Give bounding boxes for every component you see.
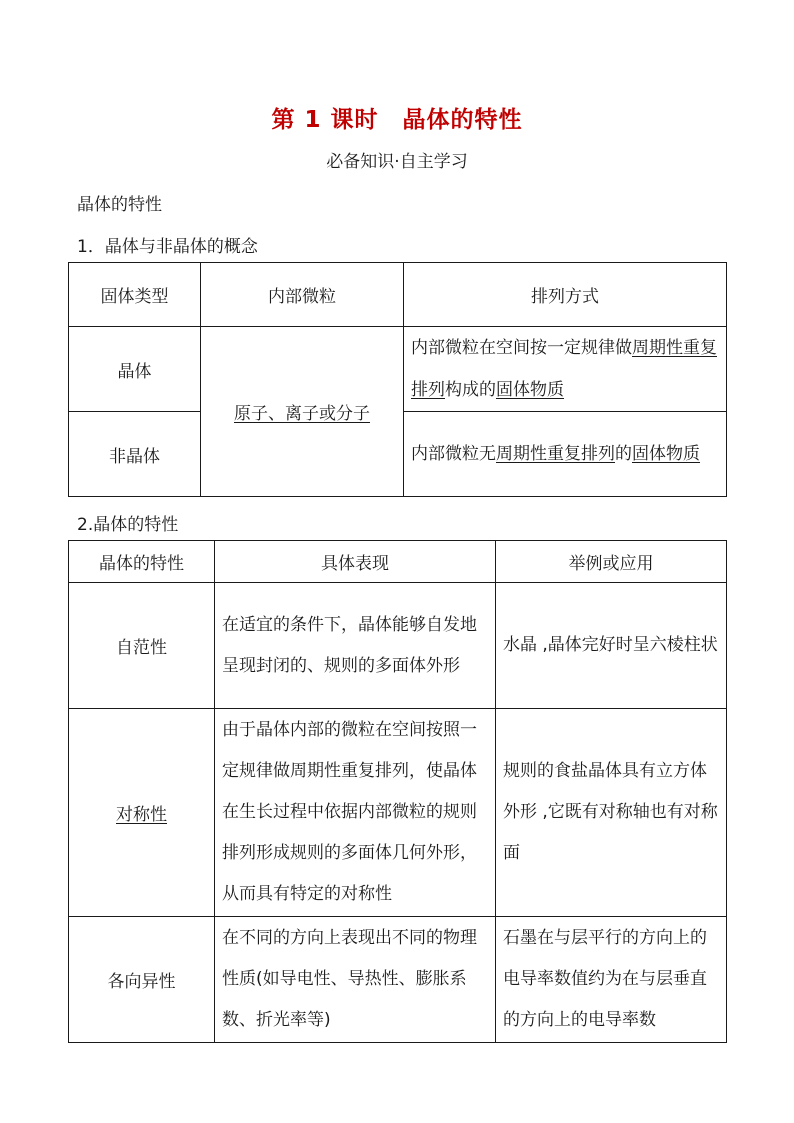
property-name-cell: 各向异性 xyxy=(69,917,215,1043)
solid-type-cell: 非晶体 xyxy=(69,412,201,497)
table-row xyxy=(69,709,727,917)
table-header-row xyxy=(69,263,727,327)
arrangement-text: 的 xyxy=(615,444,632,464)
particles-cell xyxy=(201,327,404,497)
crystal-vs-amorphous-table xyxy=(68,262,727,497)
arrangement-answer: 周期性重复排列 xyxy=(496,444,615,464)
property-desc-cell: 在适宜的条件下，晶体能够自发地呈现封闭的、规则的多面体外形 xyxy=(215,583,496,709)
particles-answer: 原子、离子或分子 xyxy=(234,404,370,424)
lesson-subtitle: 必备知识·自主学习 xyxy=(326,152,468,172)
table-row xyxy=(69,917,727,1043)
arrangement-text: 构成的 xyxy=(445,380,496,400)
solid-type-cell: 晶体 xyxy=(69,327,201,412)
crystal-properties-table xyxy=(68,540,727,1043)
property-name-answer: 对称性 xyxy=(116,805,167,825)
arrangement-text: 内部微粒无 xyxy=(411,444,496,464)
property-example-cell: 规则的食盐晶体具有立方体外形 ,它既有对称轴也有对称面 xyxy=(496,709,727,917)
arrangement-text: 内部微粒在空间按一定规律做 xyxy=(411,338,632,358)
part2-heading: 2.晶体的特性 xyxy=(77,515,179,535)
arrangement-cell xyxy=(404,412,727,497)
header-cell: 内部微粒 xyxy=(201,263,404,327)
header-cell: 晶体的特性 xyxy=(69,541,215,583)
property-desc-cell: 在不同的方向上表现出不同的物理性质(如导电性、导热性、膨胀系数、折光率等) xyxy=(215,917,496,1043)
property-example-cell: 水晶 ,晶体完好时呈六棱柱状 xyxy=(496,583,727,709)
arrangement-answer: 固体物质 xyxy=(496,380,564,400)
part1-heading: 1．晶体与非晶体的概念 xyxy=(77,237,258,257)
property-name-cell xyxy=(69,709,215,917)
lesson-title: 第 1 课时 晶体的特性 xyxy=(271,107,523,133)
header-cell: 具体表现 xyxy=(215,541,496,583)
table-row xyxy=(69,327,727,412)
table-header-row xyxy=(69,541,727,583)
property-name-cell: 自范性 xyxy=(69,583,215,709)
arrangement-answer: 固体物质 xyxy=(632,444,700,464)
table-row xyxy=(69,583,727,709)
header-cell: 举例或应用 xyxy=(496,541,727,583)
section-heading: 晶体的特性 xyxy=(77,195,162,215)
arrangement-cell xyxy=(404,327,727,412)
arrangement-answer: 周期性重复排列 xyxy=(411,338,717,400)
header-cell: 固体类型 xyxy=(69,263,201,327)
header-cell: 排列方式 xyxy=(404,263,727,327)
property-desc-cell: 由于晶体内部的微粒在空间按照一定规律做周期性重复排列，使晶体在生长过程中依据内部微粒的规则排列形成规则的多面体几何外形，从而具有特定的对称性 xyxy=(215,709,496,917)
property-example-cell: 石墨在与层平行的方向上的电导率数值约为在与层垂直的方向上的电导率数 xyxy=(496,917,727,1043)
